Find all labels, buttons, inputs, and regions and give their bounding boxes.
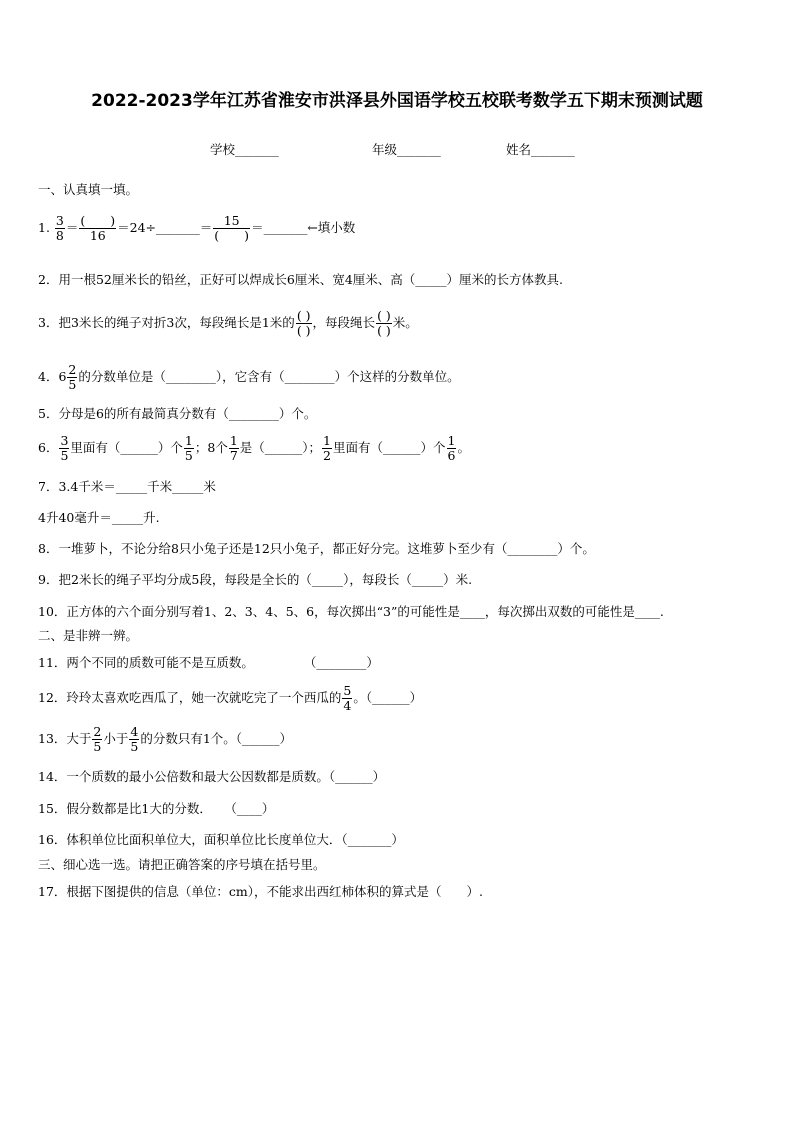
question-14: 14．一个质数的最小公倍数和最大公因数都是质数。（______） [38,769,386,784]
fraction: $\frac{5}{4}$ [343,683,352,713]
fraction: $\frac{2}{5}$ [93,724,102,754]
question-1: 1. $\frac{3}{8}$ ＝ $\frac{( )}{16}$ ＝24÷_______＝ $\frac{15}{( )}$ ＝_______←填小数 [38,213,356,243]
section-2-heading: 二、是非辨一辨。 [38,628,139,643]
grade-field: 年级_______ [372,142,441,157]
fraction: $\frac{3}{5}$ [60,433,69,463]
name-field: 姓名_______ [506,142,575,157]
fraction: $\frac{2}{5}$ [68,362,77,392]
question-7a: 7．3.4千米＝_____千米_____米 [38,479,216,494]
fraction: $\frac{15}{( )}$ [214,213,250,243]
question-8: 8．一堆萝卜，不论分给8只小兔子还是12只小兔子，都正好分完。这堆萝卜至少有（________）个。 [38,541,595,556]
question-15: 15．假分数都是比1大的分数． （____） [38,801,275,816]
fraction: $\frac{( )}{16}$ [80,213,116,243]
question-16: 16．体积单位比面积单位大，面积单位比长度单位大．（_______） [38,832,404,847]
fraction: $\frac{1}{6}$ [447,433,456,463]
question-2: 2．用一根52厘米长的铅丝，正好可以焊成长6厘米、宽4厘米、高（_____）厘米的长方体教具. [38,272,563,287]
fraction: $\frac{1}{7}$ [229,433,238,463]
question-11: 11．两个不同的质数可能不是互质数。 （________） [38,655,379,670]
question-4: 4．6 $\frac{2}{5}$ 的分数单位是（________），它含有（________）个这样的分数单位。 [38,362,460,392]
fraction: $\frac{3}{8}$ [55,213,64,243]
question-12: 12．玲玲太喜欢吃西瓜了，她一次就吃完了一个西瓜的 $\frac{5}{4}$ 。（______） [38,683,423,713]
question-7b: 4升40毫升＝_____升. [38,510,160,525]
question-6: 6． $\frac{3}{5}$ 里面有（______）个 $\frac{1}{5}$ ；8个 $\frac{1}{7}$ 是（______）； $\frac{1}{2}$ 里面有（______）个 $\frac{1}{6}$ 。 [38,433,470,463]
page-title: 2022-2023学年江苏省淮安市洪泽县外国语学校五校联考数学五下期末预测试题 [91,91,703,111]
fraction: $\frac{4}{5}$ [130,724,139,754]
question-9: 9．把2米长的绳子平均分成5段，每段是全长的（_____），每段长（_____）米. [38,572,473,587]
fraction: $\frac{1}{5}$ [184,433,193,463]
fraction: $\frac{( )}{( )}$ [377,308,391,338]
question-17: 17．根据下图提供的信息（单位：cm），不能求出西红柿体积的算式是（ ）. [38,884,483,899]
school-field: 学校_______ [210,142,279,157]
question-number: 1. [38,220,50,235]
question-3: 3．把3米长的绳子对折3次，每段绳长是1米的 $\frac{( )}{( )}$ ，每段绳长 $\frac{( )}{( )}$ 米。 [38,308,418,338]
question-10: 10．正方体的六个面分别写着1、2、3、4、5、6，每次掷出“3”的可能性是____，每次掷出双数的可能性是____. [38,604,664,619]
fraction: $\frac{( )}{( )}$ [296,308,311,338]
fraction: $\frac{1}{2}$ [323,433,331,463]
question-13: 13．大于 $\frac{2}{5}$ 小于 $\frac{4}{5}$ 的分数只有1个。（______） [38,724,293,754]
question-5: 5．分母是6的所有最简真分数有（________）个。 [38,406,317,421]
section-1-heading: 一、认真填一填。 [38,182,139,197]
section-3-heading: 三、细心选一选。请把正确答案的序号填在括号里。 [38,857,326,872]
